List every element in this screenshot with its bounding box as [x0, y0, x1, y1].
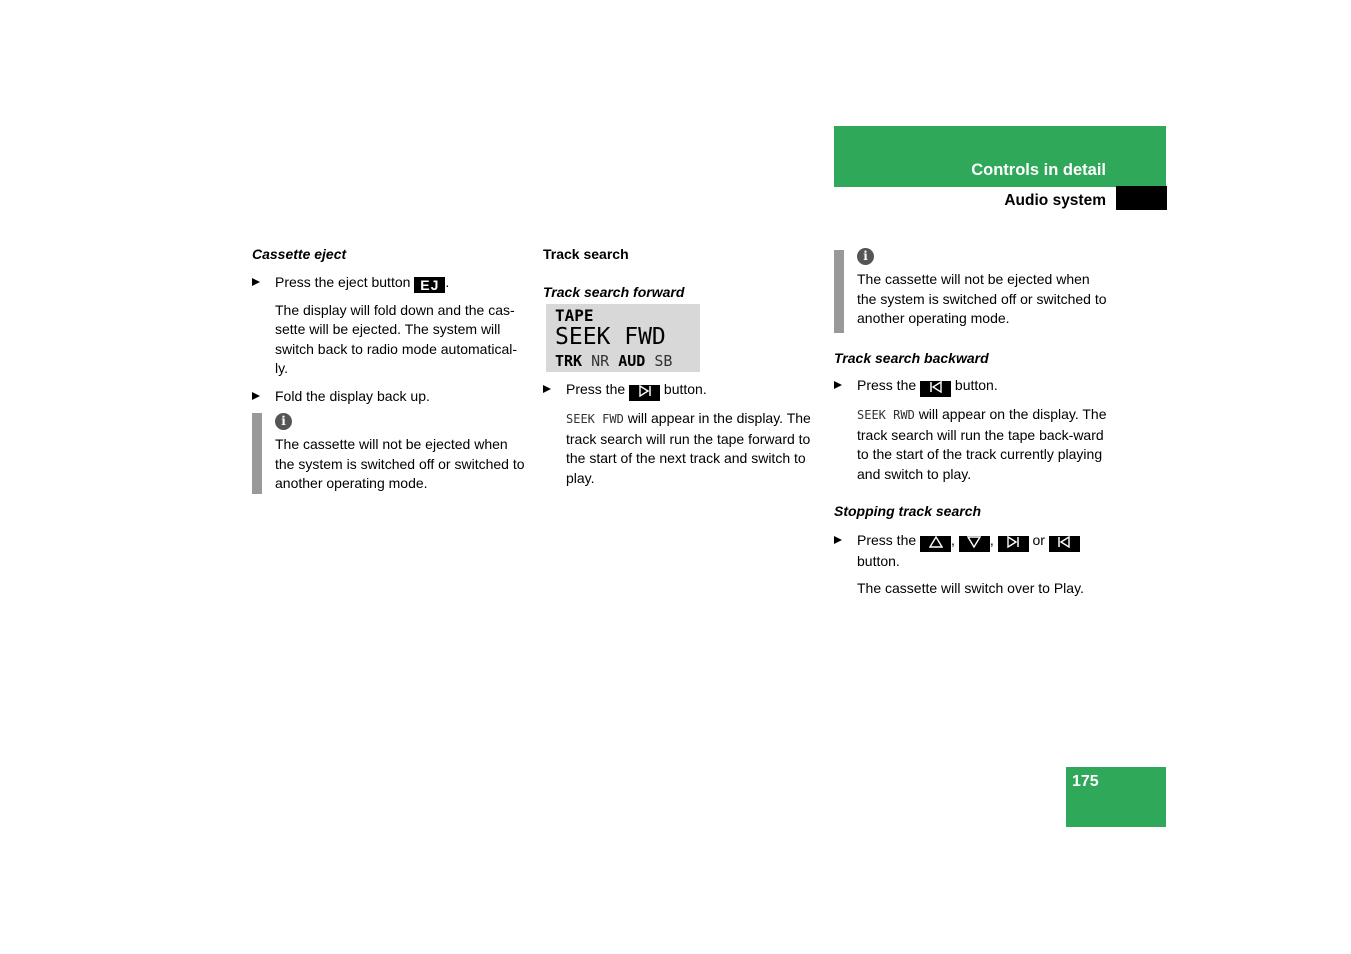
- triangle-bullet-icon: [252, 278, 260, 286]
- section-title: Controls in detail: [971, 161, 1106, 179]
- seek-backward-result: SEEK RWD will appear on the display. The track search will run the tape back-ward to the start of the track currently playing and switch to play.: [857, 406, 1107, 482]
- column-track-search-backward: [834, 245, 1110, 599]
- arrow-up-icon: [920, 536, 951, 552]
- info-icon: i: [857, 248, 874, 265]
- seek-backward-step: Press the button.: [834, 376, 1110, 397]
- track-search-backward-heading: Track search backward: [834, 349, 989, 366]
- info-bar: [834, 250, 844, 333]
- column-track-search: [543, 245, 818, 488]
- track-search-forward-heading: Track search forward: [543, 283, 685, 300]
- seek-forward-step: Press the button.: [543, 380, 818, 401]
- display-line-seek: SEEK FWD: [555, 324, 666, 350]
- track-search-heading: Track search: [543, 246, 629, 262]
- display-line-softkeys: TRK NR AUD SB: [555, 352, 673, 370]
- eject-step: Press the eject button EJ .: [252, 273, 528, 293]
- header-black-tab: [1116, 186, 1167, 210]
- skip-next-icon: [998, 536, 1029, 552]
- page-number: 175: [1072, 773, 1099, 790]
- info-note: [834, 245, 1110, 329]
- seek-forward-result: SEEK FWD will appear in the display. The track search will run the tape forward to the start of the next track and switch to play.: [566, 410, 811, 486]
- eject-result: The display will fold down and the cas-sette will be ejected. The system will switch back to radio mode automatical-ly.: [275, 301, 517, 376]
- info-bar: [252, 413, 262, 494]
- cassette-eject-heading: Cassette eject: [252, 246, 347, 262]
- radio-display: [546, 304, 700, 372]
- info-icon: i: [275, 413, 292, 430]
- arrow-down-icon: [959, 536, 990, 552]
- triangle-bullet-icon: [834, 536, 842, 544]
- stop-search-step: Press the , , or button.: [834, 531, 1110, 572]
- triangle-bullet-icon: [834, 381, 842, 389]
- info-text: The cassette will not be ejected when the system is switched off or switched to another operating mode.: [275, 436, 525, 491]
- subsection-title: Audio system: [1004, 192, 1106, 209]
- info-text: The cassette will not be ejected when the system is switched off or switched to another operating mode.: [857, 271, 1107, 326]
- info-note: [252, 413, 528, 494]
- eject-key-icon: EJ: [414, 277, 445, 293]
- seek-rwd-code: SEEK RWD: [857, 408, 915, 422]
- display-line-tape: TAPE: [555, 306, 594, 325]
- fold-display-step: Fold the display back up.: [252, 387, 528, 407]
- skip-previous-icon: [920, 381, 951, 397]
- stopping-track-search-heading: Stopping track search: [834, 503, 982, 519]
- stop-search-result: The cassette will switch over to Play.: [857, 580, 1084, 596]
- triangle-bullet-icon: [252, 392, 260, 400]
- column-cassette-eject: [252, 245, 528, 494]
- triangle-bullet-icon: [543, 385, 551, 393]
- skip-next-icon: [629, 385, 660, 401]
- skip-previous-icon: [1049, 536, 1080, 552]
- seek-fwd-code: SEEK FWD: [566, 412, 624, 426]
